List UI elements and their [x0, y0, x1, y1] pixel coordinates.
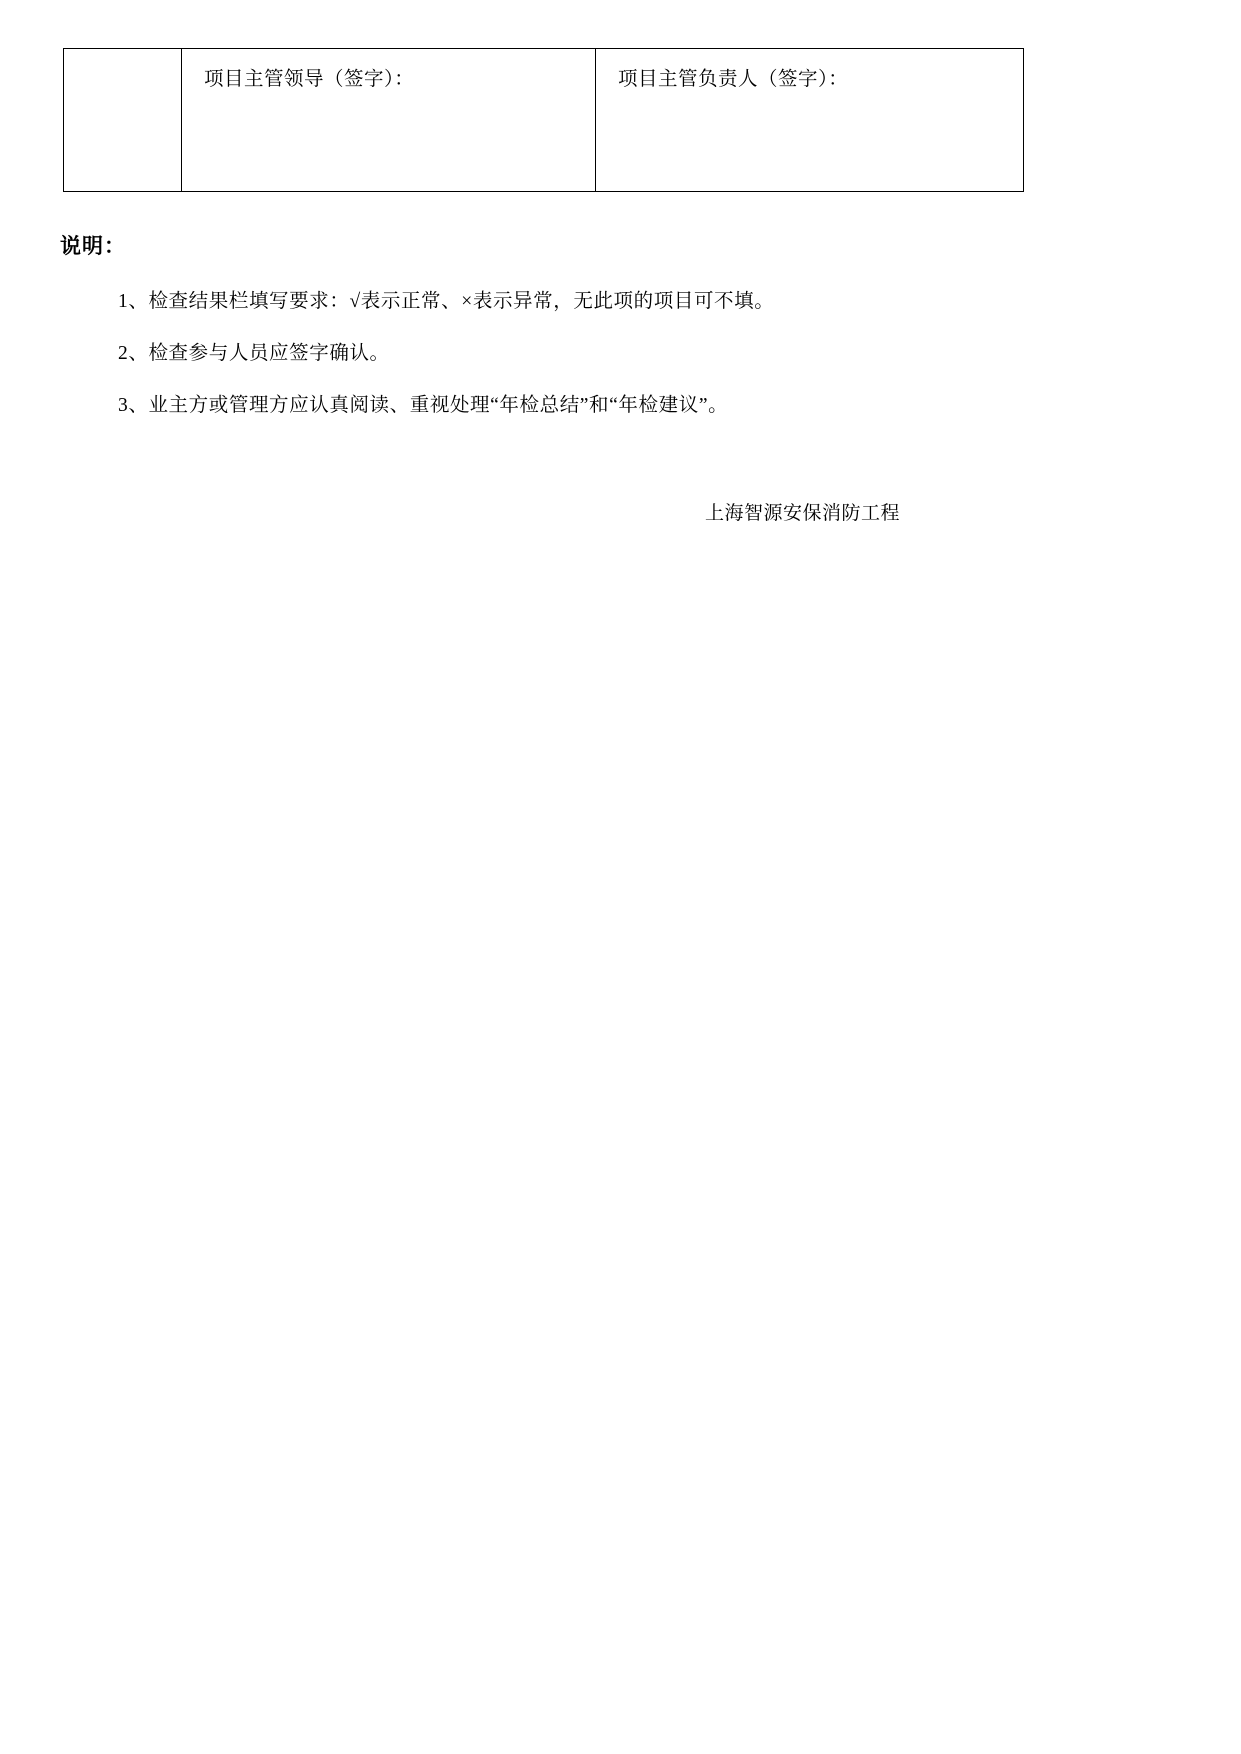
- note-item-2: 2、检查参与人员应签字确认。: [118, 343, 390, 364]
- signature-organization: 上海智源安保消防工程: [705, 503, 901, 524]
- signature-table: [63, 48, 1024, 192]
- signature-cell-supervisor-leader: [182, 49, 596, 192]
- supervisor-manager-label: 项目主管负责人（签字）：: [618, 69, 849, 90]
- supervisor-leader-label: 项目主管领导（签字）：: [204, 69, 415, 90]
- note-item-3: 3、业主方或管理方应认真阅读、重视处理“年检总结”和“年检建议”。: [118, 395, 729, 416]
- table-row: [64, 49, 1024, 192]
- notes-title: 说明：: [60, 234, 126, 258]
- signature-cell-label: [64, 49, 182, 192]
- signature-cell-supervisor-manager: [596, 49, 1024, 192]
- note-item-1: 1、检查结果栏填写要求：√表示正常、×表示异常，无此项的项目可不填。: [118, 291, 775, 312]
